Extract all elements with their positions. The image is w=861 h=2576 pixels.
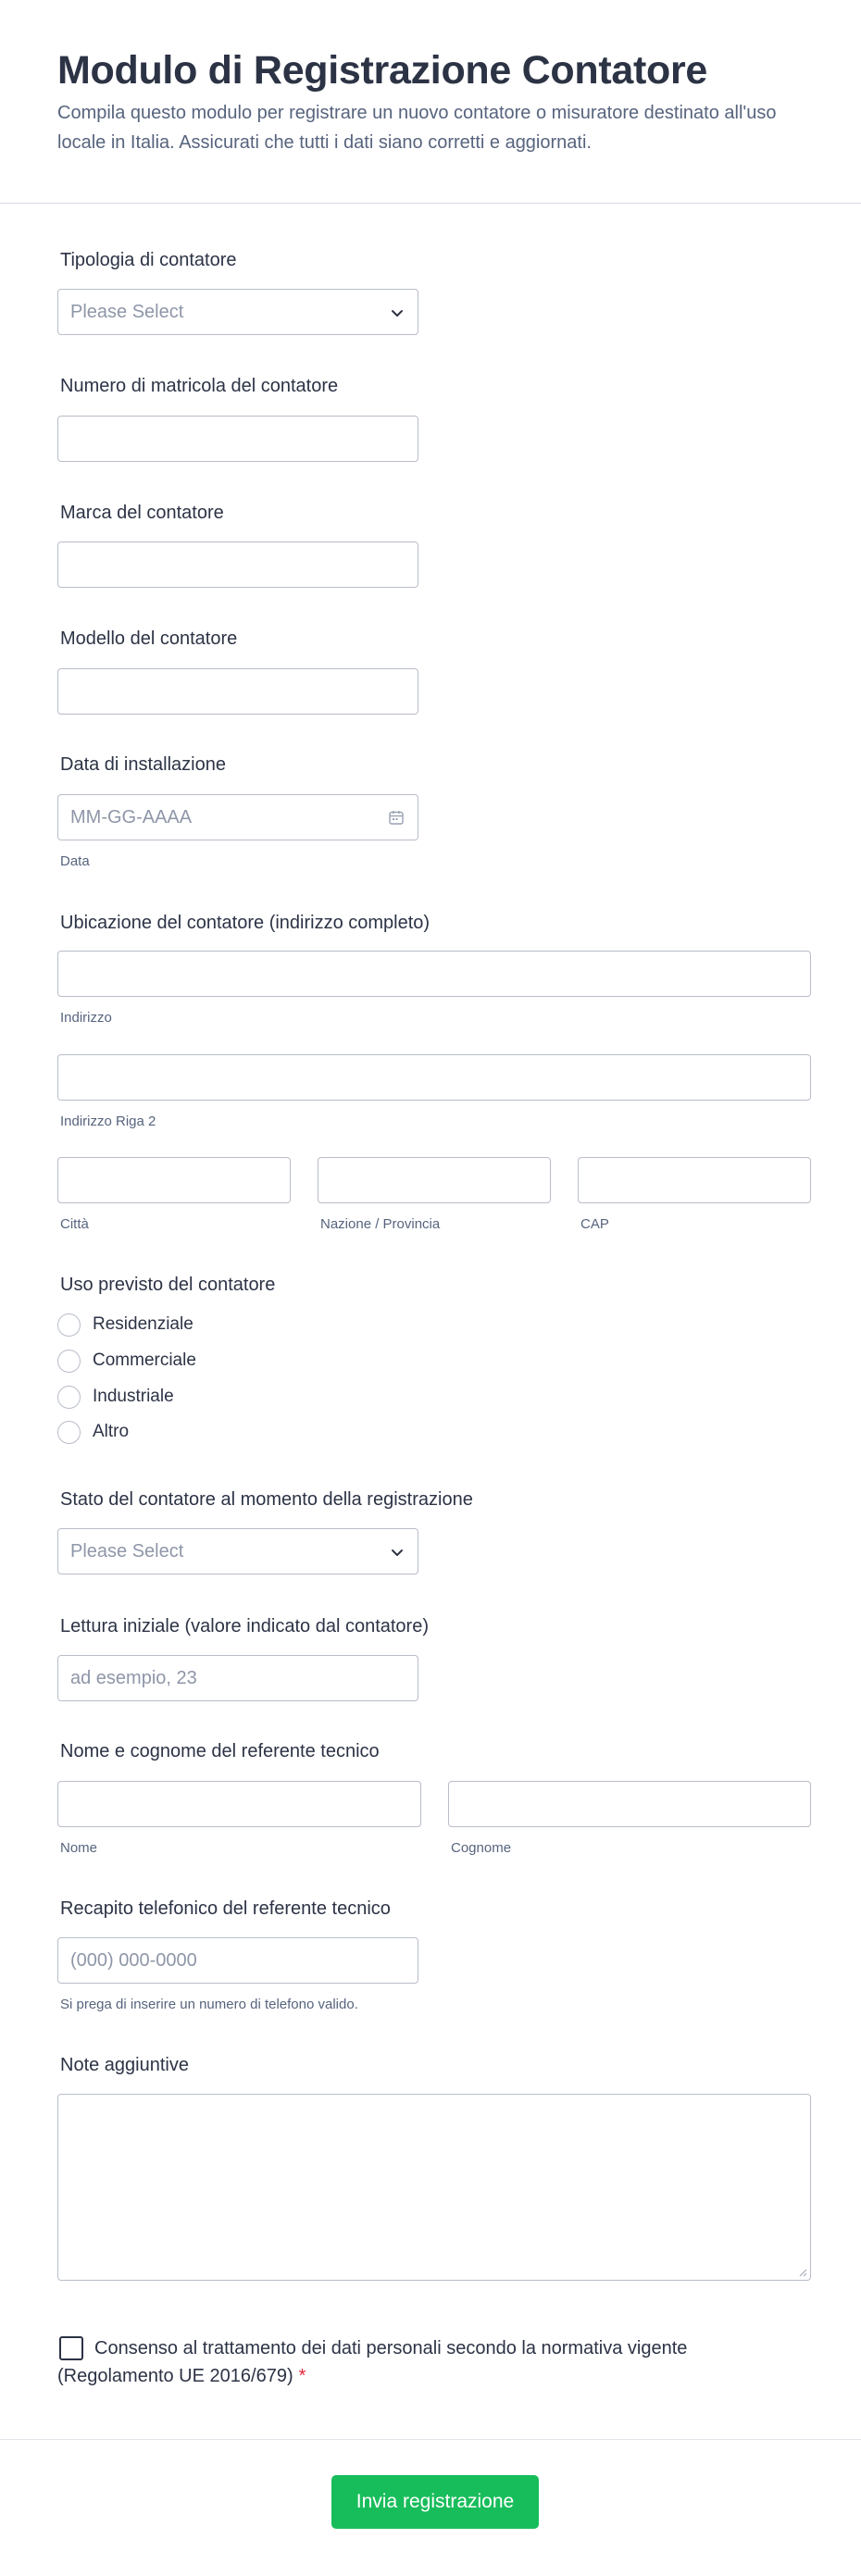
note-textarea[interactable] <box>57 2094 811 2281</box>
matricola-label: Numero di matricola del contatore <box>60 376 339 396</box>
marca-label: Marca del contatore <box>60 503 224 523</box>
chevron-down-icon <box>390 1545 405 1560</box>
telefono-placeholder: (000) 000-0000 <box>70 1950 197 1971</box>
radio-button[interactable] <box>57 1313 81 1337</box>
data-installazione-input[interactable] <box>57 794 418 840</box>
marca-input[interactable] <box>57 541 418 588</box>
ubicazione-label: Ubicazione del contatore (indirizzo completo) <box>60 913 430 933</box>
indirizzo-sublabel: Indirizzo <box>60 1010 112 1026</box>
data-installazione-label: Data di installazione <box>60 754 226 775</box>
stato-label: Stato del contatore al momento della registrazione <box>60 1489 473 1510</box>
resize-handle-icon[interactable] <box>798 2268 807 2277</box>
page-subtitle: Compila questo modulo per registrare un nuovo contatore o misuratore destinato all'uso locale in Italia. Assicurati che tutti i dati siano corretti e aggiornati. <box>57 103 777 153</box>
submit-button[interactable]: Invia registrazione <box>331 2475 539 2529</box>
provincia-sublabel: Nazione / Provincia <box>320 1216 441 1232</box>
radio-label: Industriale <box>93 1387 174 1406</box>
indirizzo-input[interactable] <box>57 951 811 997</box>
form-header <box>0 0 861 204</box>
tipologia-label: Tipologia di contatore <box>60 250 237 270</box>
required-mark: * <box>298 2366 306 2386</box>
page-title: Modulo di Registrazione Contatore <box>57 48 707 93</box>
radio-label: Altro <box>93 1422 130 1441</box>
data-installazione-placeholder: MM-GG-AAAA <box>70 807 193 828</box>
radio-button[interactable] <box>57 1350 81 1373</box>
lettura-label: Lettura iniziale (valore indicato dal contatore) <box>60 1616 429 1636</box>
cap-input[interactable] <box>578 1157 811 1203</box>
tipologia-select[interactable] <box>57 289 418 335</box>
tipologia-placeholder: Please Select <box>70 302 184 322</box>
provincia-input[interactable] <box>318 1157 551 1203</box>
calendar-icon[interactable] <box>388 809 405 826</box>
cap-sublabel: CAP <box>580 1216 609 1232</box>
lettura-input[interactable] <box>57 1655 418 1701</box>
referente-label: Nome e cognome del referente tecnico <box>60 1741 380 1761</box>
radio-label: Residenziale <box>93 1314 193 1334</box>
consenso-text: Consenso al trattamento dei dati personali secondo la normativa vigente (Regolamento UE 2016/679) <box>57 2338 688 2386</box>
cognome-sublabel: Cognome <box>451 1840 512 1856</box>
citta-input[interactable] <box>57 1157 291 1203</box>
note-label: Note aggiuntive <box>60 2055 189 2075</box>
stato-placeholder: Please Select <box>70 1541 184 1562</box>
telefono-label: Recapito telefonico del referente tecnico <box>60 1898 391 1919</box>
stato-select[interactable] <box>57 1528 418 1574</box>
lettura-placeholder: ad esempio, 23 <box>70 1668 197 1688</box>
modello-label: Modello del contatore <box>60 628 238 649</box>
consenso-label <box>57 2334 798 2390</box>
telefono-input[interactable] <box>57 1937 418 1984</box>
chevron-down-icon <box>390 305 405 320</box>
matricola-input[interactable] <box>57 416 418 462</box>
nome-sublabel: Nome <box>60 1840 98 1856</box>
indirizzo2-sublabel: Indirizzo Riga 2 <box>60 1114 156 1129</box>
telefono-sublabel: Si prega di inserire un numero di telefono valido. <box>60 1997 358 2012</box>
cognome-input[interactable] <box>448 1781 811 1827</box>
nome-input[interactable] <box>57 1781 421 1827</box>
radio-label: Commerciale <box>93 1350 196 1370</box>
modello-input[interactable] <box>57 668 418 715</box>
uso-label: Uso previsto del contatore <box>60 1275 276 1295</box>
indirizzo2-input[interactable] <box>57 1054 811 1101</box>
data-sublabel: Data <box>60 853 90 869</box>
radio-button[interactable] <box>57 1421 81 1444</box>
radio-button[interactable] <box>57 1386 81 1409</box>
citta-sublabel: Città <box>60 1216 89 1232</box>
